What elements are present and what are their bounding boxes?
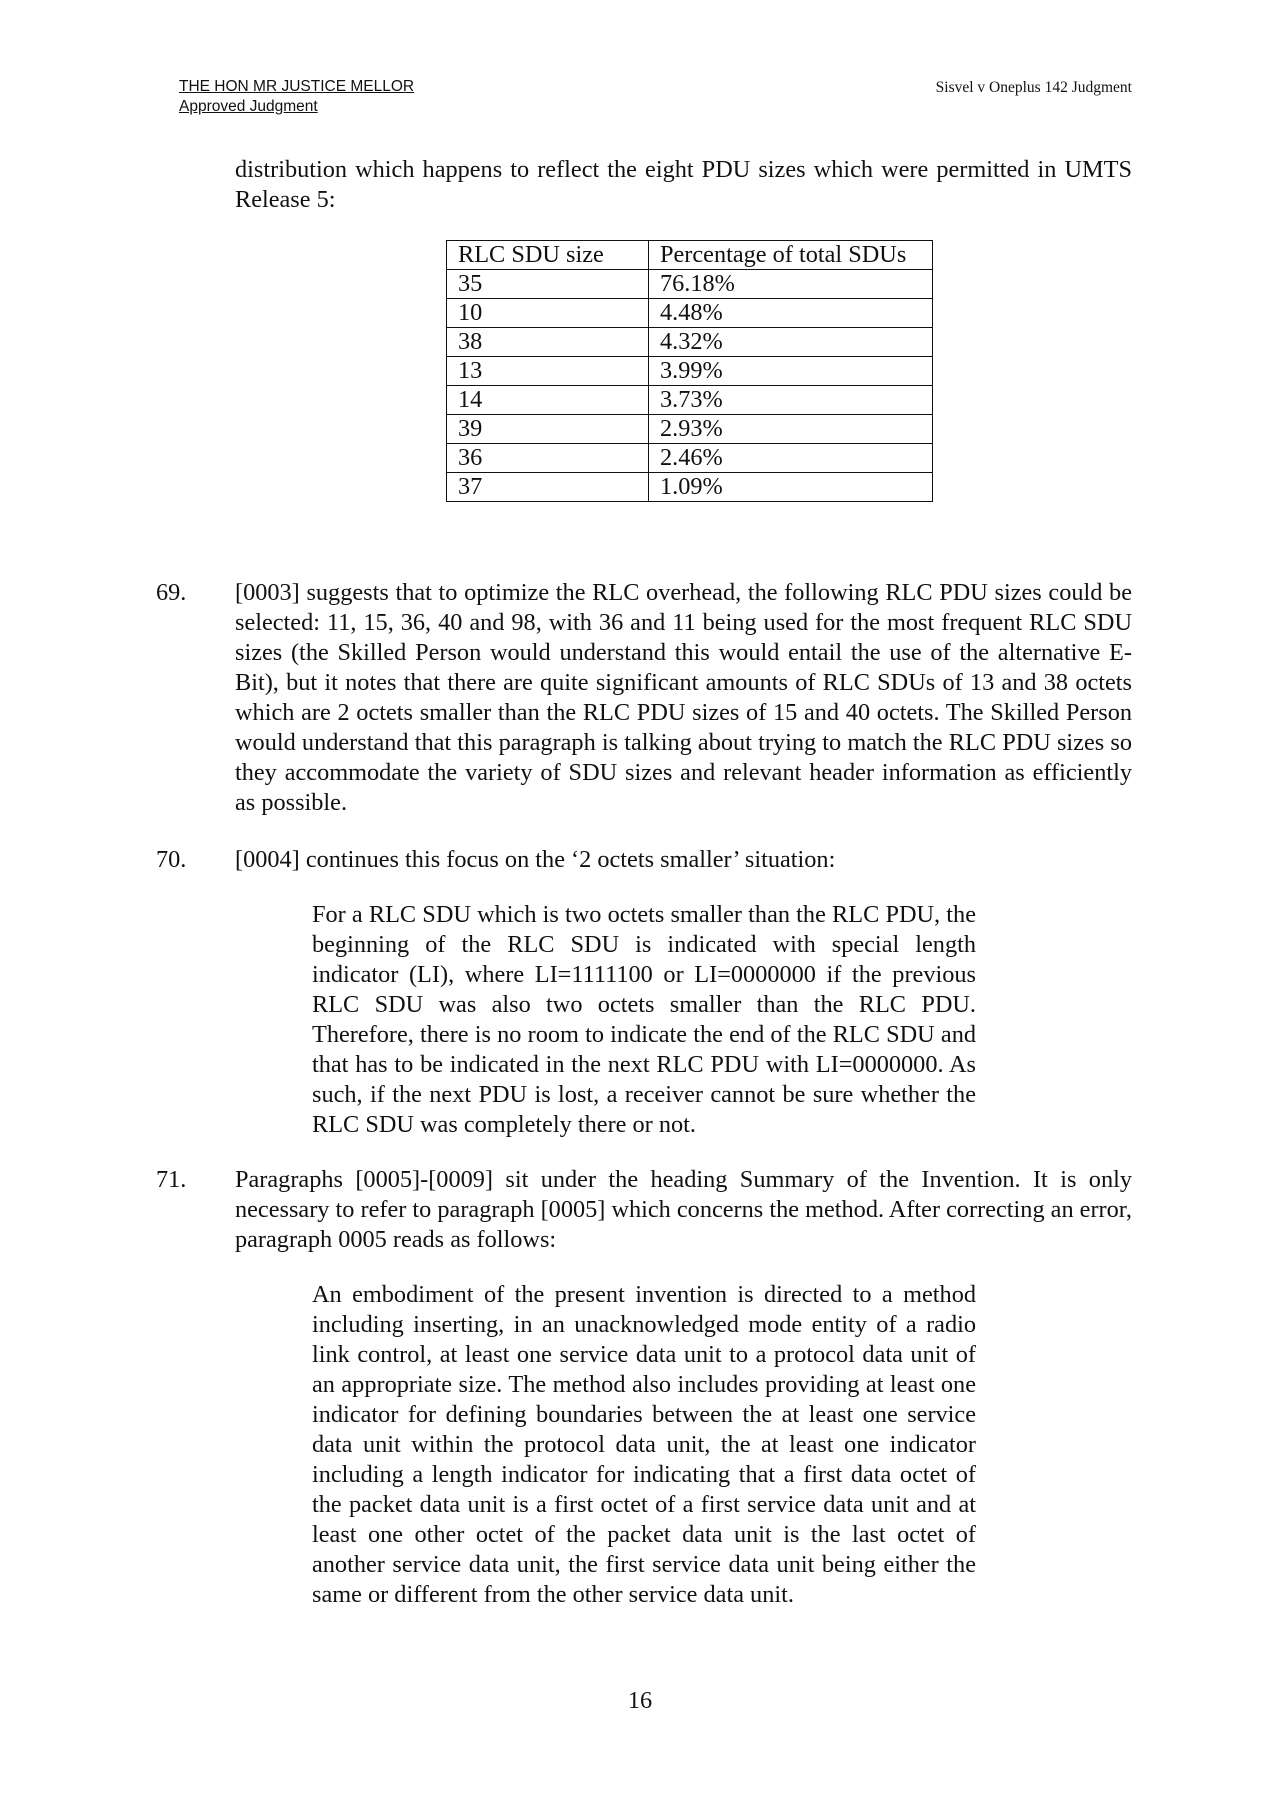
- sdu-size-cell: 14: [447, 386, 649, 415]
- sdu-size-cell: 35: [447, 270, 649, 299]
- paragraph-71-text: Paragraphs [0005]-[0009] sit under the heading Summary of the Invention. It is only necessary to refer to paragraph [0005] which concerns the method. After correcting an error, paragraph 0005 reads as follows:: [235, 1166, 1132, 1253]
- judge-name: THE HON MR JUSTICE MELLOR: [179, 78, 415, 95]
- paragraph-70-text: [0004] continues this focus on the ‘2 octets smaller’ situation:: [235, 846, 836, 873]
- page-number: 16: [627, 1687, 653, 1714]
- quote-paragraph-0004: For a RLC SDU which is two octets smaller than the RLC PDU, the beginning of the RLC SDU is indicated with special length indicator (LI), where LI=1111100 or LI=0000000 if the previous RLC SDU was also two octets smaller than the RLC PDU. Therefore, there is no room to indicate the end of the RLC SDU and that has to be indicated in the next RLC PDU with LI=0000000. As such, if the next PDU is lost, a receiver cannot be sure whether the RLC SDU was completely there or not.: [312, 901, 976, 1138]
- sdu-size-cell: 10: [447, 299, 649, 328]
- percentage-cell: 1.09%: [649, 473, 933, 502]
- sdu-size-cell: 37: [447, 473, 649, 502]
- percentage-cell: 3.73%: [649, 386, 933, 415]
- paragraph-69-text: [0003] suggests that to optimize the RLC overhead, the following RLC PDU sizes could be selected: 11, 15, 36, 40 and 98, with 36 and 11 being used for the most frequent RLC SDU sizes (the Skilled Person would understand this would entail the use of the alternative E-Bit), but it notes that there are quite significant amounts of RLC SDUs of 13 and 38 octets which are 2 octets smaller than the RLC PDU sizes of 15 and 40 octets. The Skilled Person would understand that this paragraph is talking about trying to match the RLC PDU sizes so they accommodate the variety of SDU sizes and relevant header information as efficiently as possible.: [235, 579, 1132, 816]
- sdu-table-body: [447, 241, 933, 502]
- percentage-cell: 2.46%: [649, 444, 933, 473]
- quote-paragraph-0005: An embodiment of the present invention is directed to a method including inserting, in an unacknowledged mode entity of a radio link control, at least one service data unit to a protocol data unit of an appropriate size. The method also includes providing at least one indicator for defining boundaries between the at least one service data unit within the protocol data unit, the at least one indicator including a length indicator for indicating that a first data octet of the packet data unit is a first octet of a first service data unit and at least one other octet of the packet data unit is the last octet of another service data unit, the first service data unit being either the same or different from the other service data unit.: [312, 1281, 976, 1608]
- paragraph-number-71: 71.: [156, 1166, 187, 1193]
- percentage-cell: 4.48%: [649, 299, 933, 328]
- table-row: [447, 415, 933, 444]
- column-header-percentage: Percentage of total SDUs: [649, 241, 933, 270]
- table-row: [447, 444, 933, 473]
- table-row: [447, 328, 933, 357]
- sdu-size-cell: 36: [447, 444, 649, 473]
- paragraph-number-69: 69.: [156, 579, 187, 606]
- table-row: [447, 386, 933, 415]
- sdu-size-cell: 13: [447, 357, 649, 386]
- table-row: [447, 473, 933, 502]
- sdu-size-table: [446, 240, 933, 502]
- table-row: [447, 270, 933, 299]
- percentage-cell: 4.32%: [649, 328, 933, 357]
- table-header-row: [447, 241, 933, 270]
- percentage-cell: 76.18%: [649, 270, 933, 299]
- judgment-status: Approved Judgment: [179, 98, 318, 115]
- table-row: [447, 357, 933, 386]
- sdu-size-cell: 38: [447, 328, 649, 357]
- column-header-sdu-size: RLC SDU size: [447, 241, 649, 270]
- sdu-size-cell: 39: [447, 415, 649, 444]
- percentage-cell: 3.99%: [649, 357, 933, 386]
- percentage-cell: 2.93%: [649, 415, 933, 444]
- case-title: Sisvel v Oneplus 142 Judgment: [935, 79, 1132, 96]
- intro-paragraph: distribution which happens to reflect the eight PDU sizes which were permitted in UMTS Release 5:: [235, 156, 1132, 213]
- running-header-left: [179, 77, 414, 117]
- table-row: [447, 299, 933, 328]
- paragraph-number-70: 70.: [156, 846, 187, 873]
